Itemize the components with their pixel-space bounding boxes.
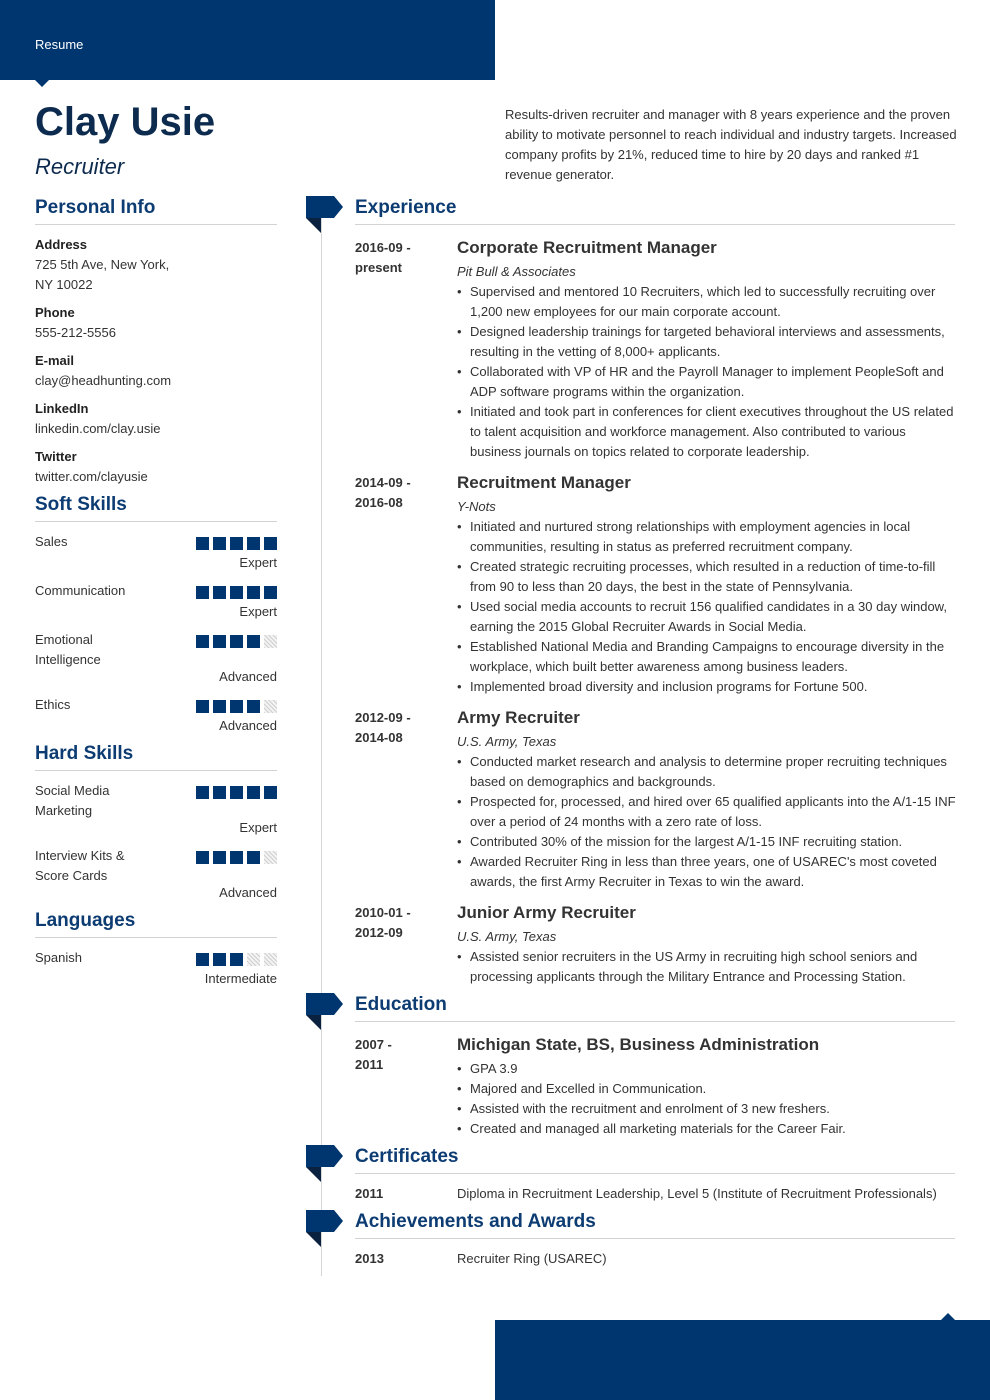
bullet-item: • Supervised and mentored 10 Recruiters, which led to successfully recruiting over 1,200 new employees for our main corporate account. bbox=[457, 282, 957, 322]
job-bullets bbox=[457, 517, 957, 697]
section-flag-icon bbox=[306, 1210, 344, 1248]
certificate-year: 2011 bbox=[355, 1186, 384, 1201]
rating-square-filled bbox=[213, 700, 226, 713]
rating-square-filled bbox=[247, 586, 260, 599]
skill-rating-bar bbox=[196, 537, 278, 550]
skill-name: Communication bbox=[35, 583, 126, 598]
rating-square-filled bbox=[230, 635, 243, 648]
award-year: 2013 bbox=[355, 1251, 384, 1266]
bullet-item: • Created strategic recruiting processes, which resulted in a reduction of time-to-fill from 90 to less than 20 days, the best in the state of Pennsylvania. bbox=[457, 557, 957, 597]
phone-label: Phone bbox=[35, 305, 75, 320]
skill-level: Expert bbox=[239, 820, 277, 835]
rating-square-filled bbox=[230, 851, 243, 864]
rating-square-filled bbox=[247, 786, 260, 799]
email-label: E-mail bbox=[35, 353, 75, 368]
section-flag-icon bbox=[306, 993, 344, 1031]
rating-square-filled bbox=[213, 851, 226, 864]
phone-value: 555-212-5556 bbox=[35, 325, 116, 340]
job-company: Y-Nots bbox=[457, 499, 496, 514]
bullet-item: • Conducted market research and analysis to determine proper recruiting techniques based on demographics and backgrounds. bbox=[457, 752, 957, 792]
bullet-item: • Established National Media and Branding Campaigns to encourage diversity in the workplace, which built better awareness among business leaders. bbox=[457, 637, 957, 677]
skill-rating-bar bbox=[196, 586, 278, 599]
job-company: U.S. Army, Texas bbox=[457, 929, 557, 944]
rating-square-empty bbox=[264, 700, 277, 713]
skill-name: Interview Kits & Score Cards bbox=[35, 848, 125, 883]
languages-heading: Languages bbox=[35, 910, 277, 938]
experience-heading: Experience bbox=[355, 197, 955, 225]
rating-square-empty bbox=[264, 635, 277, 648]
job-bullets bbox=[457, 752, 957, 892]
bullet-item: • Contributed 30% of the mission for the largest A/1-15 INF recruiting station. bbox=[457, 832, 957, 852]
skill-level: Expert bbox=[239, 604, 277, 619]
rating-square-filled bbox=[247, 851, 260, 864]
rating-square-empty bbox=[247, 953, 260, 966]
job-bullets bbox=[457, 282, 957, 462]
education-title: Michigan State, BS, Business Administration bbox=[457, 1035, 820, 1054]
skill-level: Expert bbox=[239, 555, 277, 570]
header-bar bbox=[0, 0, 495, 80]
section-flag-icon bbox=[306, 196, 344, 234]
email-value: clay@headhunting.com bbox=[35, 373, 172, 388]
candidate-title: Recruiter bbox=[35, 154, 125, 179]
bullet-item: • Awarded Recruiter Ring in less than three years, one of USAREC's most coveted awards, the first Army Recruiter in Texas to win the award. bbox=[457, 852, 957, 892]
address-value: 725 5th Ave, New York, NY 10022 bbox=[35, 257, 170, 292]
rating-square-filled bbox=[213, 786, 226, 799]
bullet-item: • GPA 3.9 bbox=[457, 1059, 957, 1079]
bullet-item: • Majored and Excelled in Communication. bbox=[457, 1079, 957, 1099]
soft-skills-heading: Soft Skills bbox=[35, 494, 277, 522]
skill-level: Advanced bbox=[219, 885, 277, 900]
bullet-item: • Assisted with the recruitment and enrolment of 3 new freshers. bbox=[457, 1099, 957, 1119]
bullet-item: • Initiated and took part in conferences for client executives throughout the US related to talent acquisition and workforce management. Also contributed to various business journals on topics related to corporate leadership. bbox=[457, 402, 957, 462]
job-dates: 2010-01 - 2012-09 bbox=[355, 905, 411, 940]
language-level: Intermediate bbox=[204, 971, 277, 986]
rating-square-filled bbox=[196, 851, 209, 864]
rating-square-filled bbox=[230, 700, 243, 713]
job-title: Junior Army Recruiter bbox=[457, 903, 636, 922]
rating-square-filled bbox=[213, 586, 226, 599]
bullet-item: • Assisted senior recruiters in the US Army in recruiting high school seniors and processing applicants through the Military Entrance and Processing Station. bbox=[457, 947, 957, 987]
twitter-label: Twitter bbox=[35, 449, 77, 464]
linkedin-label: LinkedIn bbox=[35, 401, 89, 416]
rating-square-empty bbox=[264, 953, 277, 966]
rating-square-filled bbox=[196, 635, 209, 648]
profile-summary: Results-driven recruiter and manager with 8 years experience and the proven ability to motivate personnel to reach individual and industry targets. Increased company profits by 21%, reduced time to hire by 20 days and ranked #1 revenue generator. bbox=[505, 107, 957, 182]
certificates-heading: Certificates bbox=[355, 1146, 955, 1174]
job-company: Pit Bull & Associates bbox=[457, 264, 576, 279]
rating-square-filled bbox=[264, 586, 277, 599]
footer-bar-notch bbox=[941, 1313, 955, 1320]
rating-square-filled bbox=[196, 700, 209, 713]
rating-square-empty bbox=[264, 851, 277, 864]
skill-name: Social Media Marketing bbox=[35, 783, 110, 818]
rating-square-filled bbox=[213, 537, 226, 550]
job-dates: 2016-09 - present bbox=[355, 240, 411, 275]
skill-level: Advanced bbox=[219, 669, 277, 684]
rating-square-filled bbox=[213, 953, 226, 966]
bullet-item: • Prospected for, processed, and hired over 65 qualified applicants into the A/1-15 INF over a period of 24 months with a zero rate of loss. bbox=[457, 792, 957, 832]
bullet-item: • Implemented broad diversity and inclusion programs for Fortune 500. bbox=[457, 677, 957, 697]
candidate-name: Clay Usie bbox=[35, 100, 216, 144]
education-dates: 2007 - 2011 bbox=[355, 1037, 392, 1072]
awards-heading: Achievements and Awards bbox=[355, 1211, 955, 1239]
footer-bar bbox=[495, 1320, 990, 1400]
award-text: Recruiter Ring (USAREC) bbox=[457, 1251, 607, 1266]
rating-square-filled bbox=[213, 635, 226, 648]
rating-square-filled bbox=[264, 537, 277, 550]
skill-name: Emotional Intelligence bbox=[35, 632, 101, 667]
certificate-text: Diploma in Recruitment Leadership, Level 5 (Institute of Recruitment Professionals) bbox=[457, 1186, 937, 1201]
language-name: Spanish bbox=[35, 950, 82, 965]
rating-square-filled bbox=[247, 635, 260, 648]
job-title: Army Recruiter bbox=[457, 708, 580, 727]
skill-name: Ethics bbox=[35, 697, 71, 712]
address-label: Address bbox=[35, 237, 88, 252]
bullet-item: • Designed leadership trainings for targeted behavioral interviews and assessments, resulting in the vetting of 8,000+ applicants. bbox=[457, 322, 957, 362]
personal-info-heading: Personal Info bbox=[35, 197, 277, 225]
job-dates: 2014-09 - 2016-08 bbox=[355, 475, 411, 510]
rating-square-filled bbox=[230, 537, 243, 550]
skill-level: Advanced bbox=[219, 718, 277, 733]
rating-square-filled bbox=[247, 537, 260, 550]
job-title: Recruitment Manager bbox=[457, 473, 631, 492]
skill-name: Sales bbox=[35, 534, 68, 549]
linkedin-value: linkedin.com/clay.usie bbox=[35, 421, 161, 436]
twitter-value: twitter.com/clayusie bbox=[35, 469, 148, 484]
timeline-line bbox=[321, 216, 322, 1276]
rating-square-filled bbox=[196, 953, 209, 966]
job-bullets bbox=[457, 947, 957, 987]
skill-rating-bar bbox=[196, 700, 278, 713]
bullet-item: • Created and managed all marketing materials for the Career Fair. bbox=[457, 1119, 957, 1139]
bullet-item: • Initiated and nurtured strong relationships with employment agencies in local communities, resulting in status as preferred recruitment company. bbox=[457, 517, 957, 557]
hard-skills-heading: Hard Skills bbox=[35, 743, 277, 771]
job-company: U.S. Army, Texas bbox=[457, 734, 557, 749]
rating-square-filled bbox=[230, 586, 243, 599]
rating-square-filled bbox=[264, 786, 277, 799]
header-bar-notch bbox=[35, 80, 49, 87]
skill-rating-bar bbox=[196, 635, 278, 648]
skill-rating-bar bbox=[196, 851, 278, 864]
bullet-item: • Collaborated with VP of HR and the Payroll Manager to implement PeopleSoft and ADP software programs within the organization. bbox=[457, 362, 957, 402]
education-heading: Education bbox=[355, 994, 955, 1022]
rating-square-filled bbox=[196, 586, 209, 599]
job-title: Corporate Recruitment Manager bbox=[457, 238, 717, 257]
rating-square-filled bbox=[247, 700, 260, 713]
header-label: Resume bbox=[35, 37, 84, 52]
skill-rating-bar bbox=[196, 786, 278, 799]
rating-square-filled bbox=[196, 786, 209, 799]
rating-square-filled bbox=[196, 537, 209, 550]
job-dates: 2012-09 - 2014-08 bbox=[355, 710, 411, 745]
rating-square-filled bbox=[230, 786, 243, 799]
bullet-item: • Used social media accounts to recruit 156 qualified candidates in a 30 day window, earning the 2015 Global Recruiter Awards in Social Media. bbox=[457, 597, 957, 637]
section-flag-icon bbox=[306, 1145, 344, 1183]
rating-square-filled bbox=[230, 953, 243, 966]
education-bullets bbox=[457, 1059, 957, 1139]
language-rating-bar bbox=[196, 953, 278, 966]
